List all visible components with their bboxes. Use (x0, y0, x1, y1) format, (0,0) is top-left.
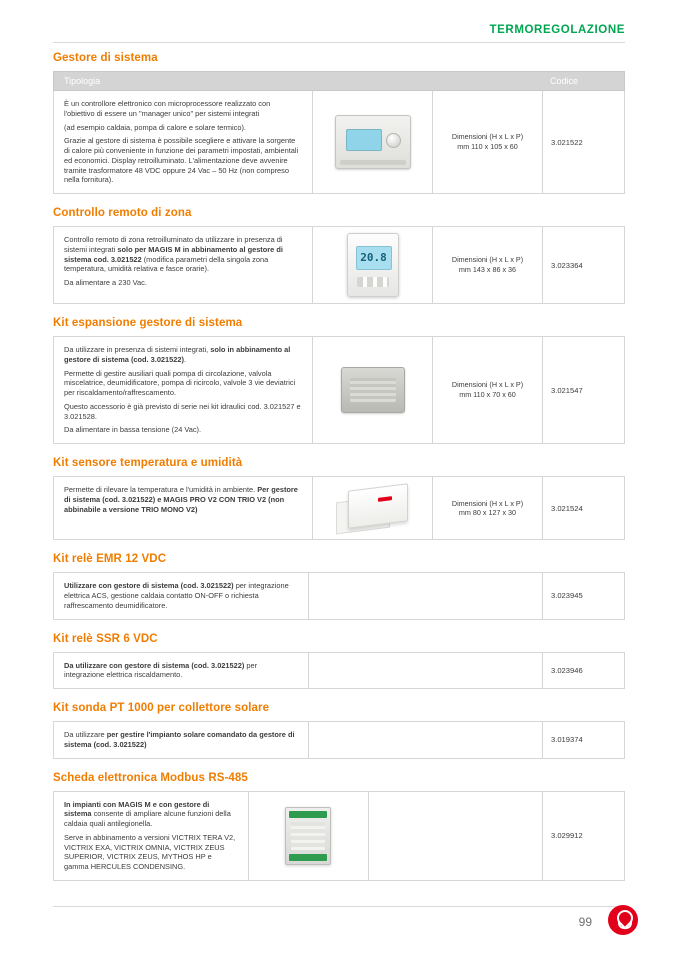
product-image-system-manager (335, 115, 411, 169)
product-image-cell (312, 337, 432, 443)
product-section (53, 457, 625, 553)
section-title: Gestore di sistema (53, 52, 158, 64)
dimensions-value: mm 143 x 86 x 36 (458, 265, 517, 275)
dimensions-label: Dimensioni (H x L x P) (451, 132, 524, 142)
dimensions-label: Dimensioni (H x L x P) (451, 255, 524, 265)
product-description (54, 573, 308, 618)
product-code: 3.029912 (542, 792, 624, 880)
product-section (53, 633, 625, 703)
product-section (53, 553, 625, 632)
page-number: 99 (578, 915, 592, 929)
section-title: Kit relè EMR 12 VDC (53, 553, 167, 566)
product-code: 3.019374 (542, 722, 624, 758)
product-image-cell (312, 477, 432, 539)
product-description (54, 792, 248, 880)
table-row (53, 226, 625, 304)
description-paragraph: Da alimentare a 230 Vac. (64, 278, 147, 288)
product-description (54, 227, 312, 303)
product-description (54, 653, 308, 689)
column-header-codice: Codice (550, 76, 579, 86)
product-image-cell (248, 792, 368, 880)
product-section (53, 702, 625, 772)
page-category-header: TERMOREGOLAZIONE (489, 24, 625, 36)
section-title: Scheda elettronica Modbus RS-485 (53, 771, 248, 784)
table-row (53, 791, 625, 881)
dimensions-value: mm 110 x 105 x 60 (457, 142, 518, 152)
product-code: 3.023946 (542, 653, 624, 689)
product-sections-container (53, 52, 625, 894)
description-paragraph: Permette di gestire ausiliari quali pompa di circolazione, valvola miscelatrice, deumidificatore, pompa di ricircolo, valvole 3 vie deviatrici per riscaldamento/raffrescamento. (64, 368, 296, 398)
product-dimensions-cell (432, 337, 542, 443)
table-row (53, 652, 625, 690)
table-row (53, 721, 625, 759)
dimensions-value: mm 110 x 70 x 60 (459, 390, 516, 400)
description-paragraph: Utilizzare con gestore di sistema (cod. 3.021522) per integrazione elettrica ACS, gestione caldaia contatto ON-OFF o richiesta raffrescamento deumidificatore. (64, 581, 289, 610)
description-paragraph: Da utilizzare con gestore di sistema (cod. 3.021522) per integrazione elettrica riscaldamento. (64, 660, 258, 680)
description-paragraph: Serve in abbinamento a versioni VICTRIX TERA V2, VICTRIX EXA, VICTRIX OMNIA, VICTRIX ZEUS SUPERIOR, VICTRIX ZEUS, MYTHOS HP e gamma HERCULES CONDENSING. (64, 832, 236, 872)
empty-cell (308, 573, 543, 618)
product-image-temp-humidity-sensor (334, 483, 412, 533)
product-description (54, 91, 312, 193)
description-paragraph: Questo accessorio è già previsto di serie nei kit idraulici cod. 3.021527 e 3.021528. (64, 401, 301, 421)
description-paragraph: Da alimentare in bassa tensione (24 Vac). (64, 425, 202, 435)
description-paragraph: Controllo remoto di zona retroilluminato da utilizzare in presenza di sistemi integrati solo per MAGIS M in abbinamento al gestore di sistema cod. 3.021522 (modifica parametri della singola zona temperatura, umidità relativa e fasce orarie). (64, 235, 283, 274)
brand-logo-icon (608, 905, 638, 935)
table-row (53, 572, 625, 619)
empty-cell (368, 792, 543, 880)
product-section (53, 52, 625, 207)
product-dimensions-cell (432, 477, 542, 539)
product-code: 3.021522 (542, 91, 624, 193)
description-paragraph: È un controllore elettronico con microprocessore realizzato con l'obiettivo di essere un "manager unico" per sistemi integrati (64, 99, 271, 118)
description-paragraph: Da utilizzare in presenza di sistemi integrati, solo in abbinamento al gestore di sistema (cod. 3.021522). (64, 345, 291, 364)
product-section (53, 317, 625, 457)
dimensions-label: Dimensioni (H x L x P) (451, 498, 524, 508)
product-description (54, 722, 308, 758)
product-section (53, 772, 625, 894)
header-divider (53, 42, 625, 43)
table-header-row (53, 71, 625, 91)
dimensions-label: Dimensioni (H x L x P) (451, 380, 524, 390)
description-paragraph: (ad esempio caldaia, pompa di calore e solare termico). (64, 122, 246, 132)
section-title: Kit sonda PT 1000 per collettore solare (53, 702, 270, 715)
product-image-cell (312, 91, 432, 193)
product-image-modbus-board (285, 807, 331, 865)
product-code: 3.021524 (542, 477, 624, 539)
table-row (53, 336, 625, 444)
section-title: Kit espansione gestore di sistema (53, 317, 243, 330)
empty-cell (308, 653, 543, 689)
section-title: Controllo remoto di zona (53, 207, 192, 220)
section-title: Kit relè SSR 6 VDC (53, 632, 158, 645)
product-code: 3.023364 (542, 227, 624, 303)
description-paragraph: Permette di rilevare la temperatura e l'umidità in ambiente. Per gestore di sistema (cod. 3.021522) e MAGIS PRO V2 CON TRIO V2 (non abbinabile a versione TRIO MONO V2) (64, 485, 298, 514)
column-header-tipologia: Tipologia (64, 76, 101, 86)
description-paragraph: Da utilizzare per gestire l'impianto solare comandato da gestore di sistema (cod. 3.021522) (64, 730, 295, 749)
product-dimensions-cell (432, 91, 542, 193)
product-image-zone-remote: 20.8 (347, 233, 399, 297)
product-image-expansion-kit (341, 367, 405, 413)
table-row (53, 476, 625, 540)
product-code: 3.021547 (542, 337, 624, 443)
product-code: 3.023945 (542, 573, 624, 618)
section-title: Kit sensore temperatura e umidità (53, 457, 243, 470)
product-image-cell (312, 227, 432, 303)
empty-cell (308, 722, 543, 758)
description-paragraph: Grazie al gestore di sistema è possibile scegliere e attivare la sorgente di calore più conveniente in funzione dei parametri impostati, ambientali ed economici. Display retroilluminato. L'alimentazione deve avvenire tramite trasformatore 48 VDC oppure 24 Vac – 50 Hz (non compreso nella fornitura). (64, 136, 299, 185)
product-description (54, 477, 312, 539)
product-dimensions-cell (432, 227, 542, 303)
product-description (54, 337, 312, 443)
product-section (53, 207, 625, 317)
dimensions-value: mm 80 x 127 x 30 (458, 508, 517, 518)
table-row (53, 91, 625, 194)
description-paragraph: In impianti con MAGIS M e con gestore di sistema consente di ampliare alcune funzioni della caldaia quali antilegionella. (64, 799, 231, 829)
footer-divider (53, 906, 625, 907)
